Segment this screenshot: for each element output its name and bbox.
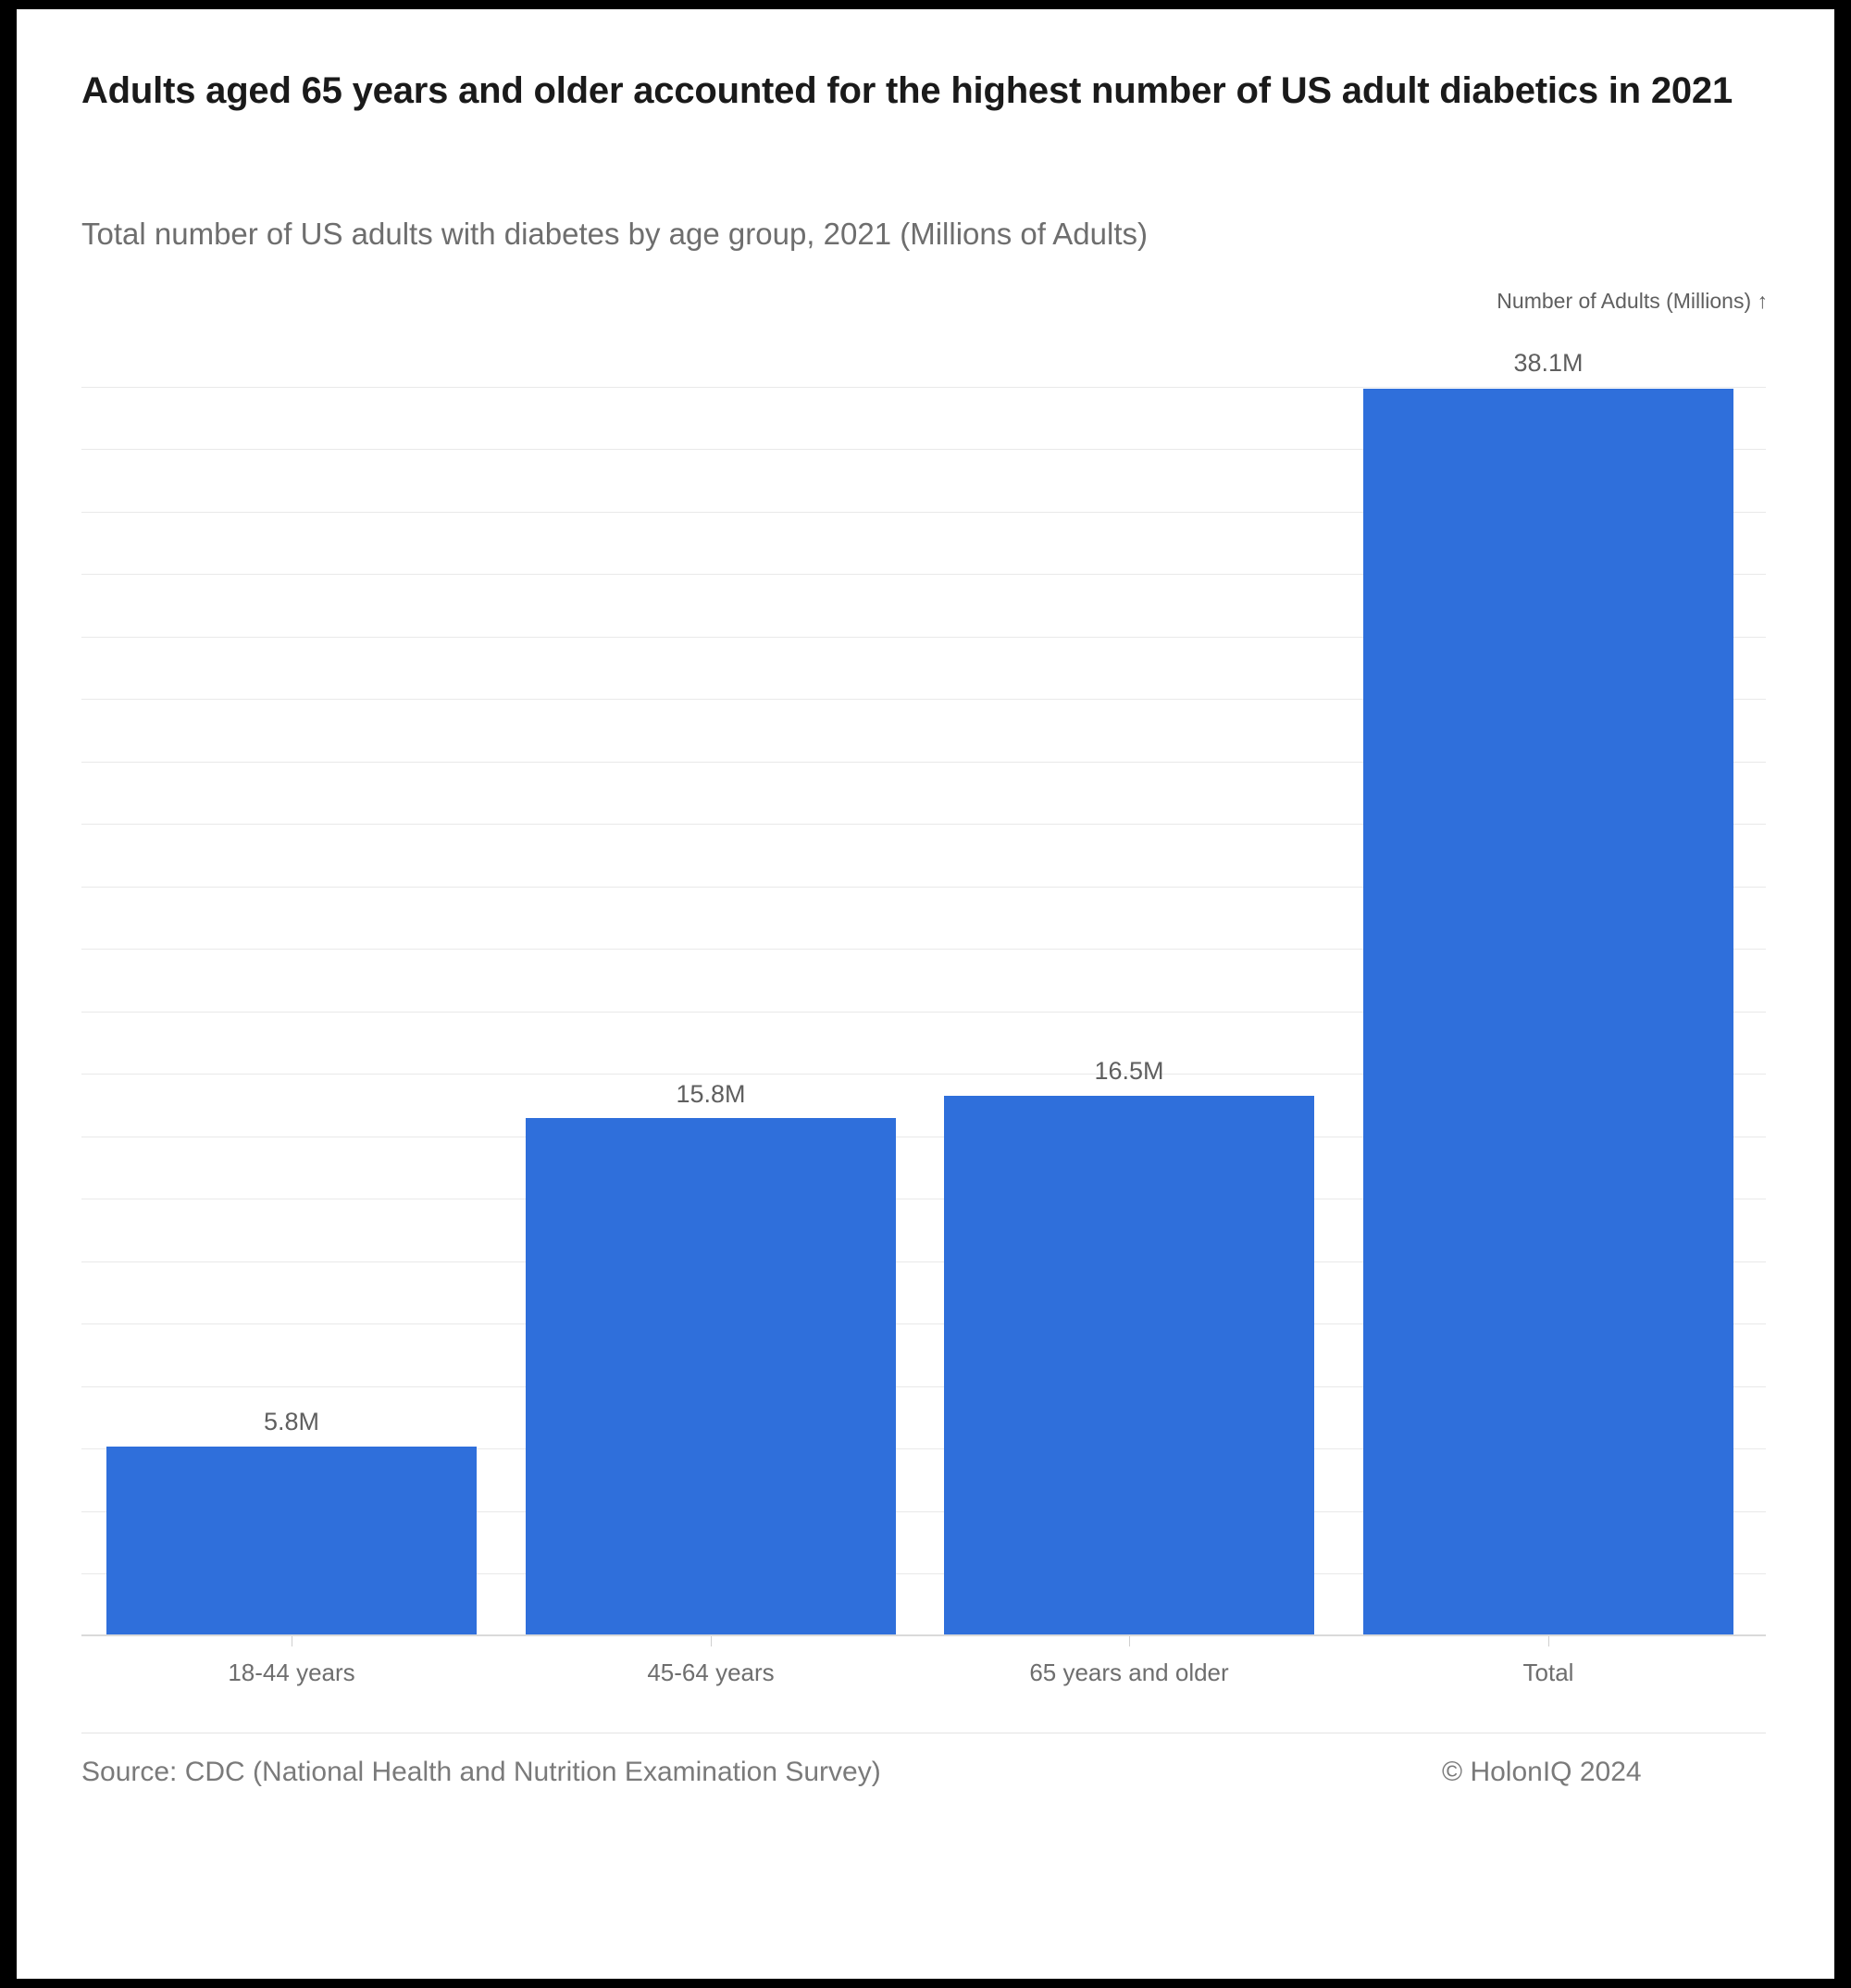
- x-tick: [1548, 1636, 1549, 1646]
- chart-inner: [17, 9, 1834, 1979]
- bar-65-years-and-older[interactable]: [944, 1096, 1314, 1636]
- y-axis-legend: Number of Adults (Millions) ↑: [1497, 289, 1768, 313]
- chart-subtitle: Total number of US adults with diabetes by age group, 2021 (Millions of Adults): [81, 217, 1148, 251]
- page-title: Adults aged 65 years and older accounted for the highest number of US adult diabetics in 2021: [81, 70, 1733, 111]
- bar-total[interactable]: [1363, 389, 1733, 1636]
- x-label-1: 45-64 years: [647, 1659, 775, 1686]
- bar-value-label: 5.8M: [263, 1408, 320, 1435]
- bar-value-label: 16.5M: [1094, 1057, 1164, 1085]
- x-tick: [711, 1636, 712, 1646]
- bar-18-44-years[interactable]: [106, 1447, 477, 1636]
- bar-45-64-years[interactable]: [526, 1118, 896, 1636]
- bar-group-2: [944, 387, 1314, 1636]
- x-label-3: Total: [1522, 1659, 1574, 1686]
- plot-area: [81, 349, 1766, 1636]
- bar-value-label: 15.8M: [676, 1080, 746, 1108]
- bar-group-1: [526, 387, 896, 1636]
- x-label-0: 18-44 years: [228, 1659, 355, 1686]
- x-label-2: 65 years and older: [1029, 1659, 1229, 1686]
- bar-group-3: [1363, 349, 1733, 1636]
- copyright-note: © HolonIQ 2024: [1442, 1757, 1642, 1787]
- bar-series: [81, 349, 1766, 1636]
- bar-value-label: 38.1M: [1513, 349, 1584, 377]
- x-tick: [1129, 1636, 1130, 1646]
- chart-card: [17, 9, 1834, 1979]
- bar-group-0: [106, 387, 477, 1636]
- source-note: Source: CDC (National Health and Nutrition Examination Survey): [81, 1757, 881, 1787]
- x-axis-labels: [81, 1659, 1766, 1696]
- x-axis-line: [81, 1634, 1766, 1636]
